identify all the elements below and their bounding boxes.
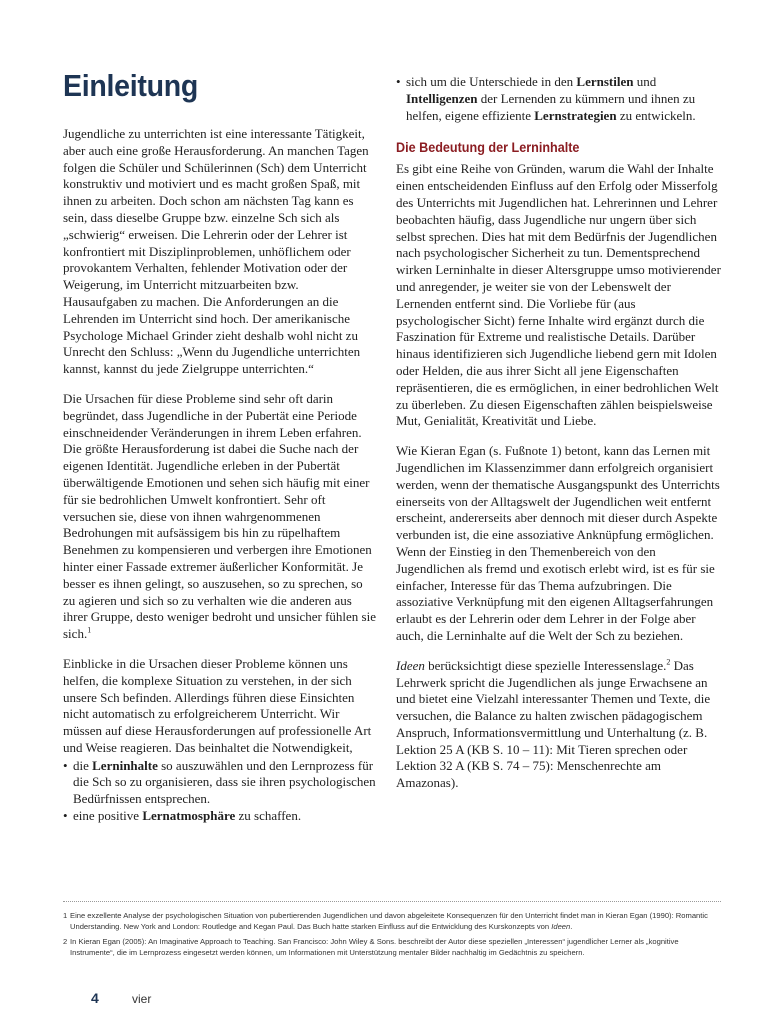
content-importance-paragraph: Es gibt eine Reihe von Gründen, warum die Wahl der Inhalte einen entscheidenden Einfluss auf den Erfolg oder Misserfolg des Unterrichts mit Jugendlichen hat. Lehrerinnen und Lehrer beobachten häufig, dass Jugendliche nur ungern über sich selbst sprechen. Dies hat mit dem Bedürfnis der Jugendlichen nach psychologischer Sicherheit zu tun. Dementsprechend wirken Lerninhalte in dieser Altersgruppe umso motivierender und anregender, je weiter sie von der Lebenswelt der Lernenden entfernt sind. Die Vorliebe für (aus psychologischer Sicht) ferne Inhalte wird ergänzt durch die Faszination für Extreme und realistische Details. Darüber hinaus identifizieren sich Jugendliche liebend gern mit Idolen oder Helden, die aus ihrer Sicht all jene Eigenschaften repräsentieren, die es ermöglichen, in einer bedrohlichen Welt zu überleben. Zu diesen Eigenschaften zählen beispielsweise Mut, Genialität, Kreativität und Liebe. <box>396 161 721 429</box>
page-title: Einleitung <box>63 68 199 103</box>
right-column <box>396 74 722 805</box>
footnote-text: . <box>570 922 573 931</box>
list-item <box>396 74 722 124</box>
footnote-ref-2[interactable]: 2 <box>666 657 671 667</box>
egan-paragraph: Wie Kieran Egan (s. Fußnote 1) betont, kann das Lernen mit Jugendlichen im Klassenzimmer dann erfolgreich organisiert werden, wenn der thematische Ausgangspunkt des Unterrichts einerseits von der Alltagswelt der Jugendlichen weit entfernt erscheint, andererseits aber dennoch mit dieser durch Aspekte verbunden ist, die eine assoziative Anknüpfung ermöglichen. Wenn der Einstieg in den Themenbereich von den Jugendlichen als fremd und exotisch erlebt wird, ist es für sie einfacher, Interesse für das Thema aufzubringen. Die assoziative Verknüpfung mit den eigenen Alltagserfahrungen erlaubt es der Lehrerin oder dem Lehrer in der Folge aber auch, die Lerninhalte auf die Welt der Sch zu beziehen. <box>396 443 720 643</box>
footnote-ref-1[interactable]: 1 <box>87 625 92 635</box>
ideen-title: Ideen <box>396 657 425 673</box>
footnote-italic: Ideen <box>551 922 571 931</box>
list-item <box>63 808 376 825</box>
footnote-2 <box>63 936 721 958</box>
ideen-text: Das Lehrwerk spricht die Jugendlichen als junge Erwachsene an und bietet eine Vielzahl interessanter Themen und Texte, die versuchen, die Balance zu halten zwischen pädagogischem Anspruch, Informationsvermittlung und Unterhaltung (z. B. Lektion 25 A (KB S. 10 – 11): Mit Tieren sprechen oder Lektion 32 A (KB S. 74 – 75): Menschenrechte am Amazonas). <box>396 657 711 791</box>
list-item-text: die <box>73 757 93 773</box>
left-column <box>63 68 376 837</box>
footnote-divider <box>63 901 721 902</box>
page-number-word: vier <box>132 992 152 1006</box>
causes-paragraph <box>63 391 376 643</box>
intro-paragraph: Jugendliche zu unterrichten ist eine interessante Tätigkeit, aber auch eine große Herausforderung. An manchen Tagen folgen die Schüler und Schülerinnen (Sch) dem Unterricht konstruktiv und motiviert und es macht großen Spaß, mit ihnen zu arbeiten. Doch schon am nächsten Tag kann es sein, dass dieselbe Gruppe bzw. einzelne Sch sich als „schwierig“ erweisen. Die Lehrerin oder der Lehrer ist konfrontiert mit Disziplinproblemen, unhöflichem oder provokantem Verhalten, fehlender Motivation oder der Weigerung, im Unterricht mitzuarbeiten bzw. Hausaufgaben zu machen. Die Anforderungen an die Lehrenden im Unterricht sind hoch. Der amerikanische Psychologe Michael Grinder zieht deshalb wohl nicht zu Unrecht den Schluss: „Wenn du Jugendliche unterrichten kannst, kannst du jede Zielgruppe unterrichten.“ <box>63 126 369 377</box>
footnote-number: 2 <box>63 937 68 946</box>
footnote-text: In Kieran Egan (2005): An Imaginative Approach to Teaching. San Francisco: John Wiley & Sons. beschreibt der Autor diese speziellen „Interessen“ jugendlicher Lerner als „kognitive Instrumente“, die im Lernprozess eingesetzt werden können, um Informationen mit Unterstützung mentaler Bilder nachhaltig im Gedächtnis zu speichern. <box>70 937 679 957</box>
footnote-1 <box>63 910 721 932</box>
list-item-text: und <box>633 74 657 89</box>
keyword-lerninhalte: Lerninhalte <box>92 757 158 773</box>
keyword-lernatmosphaere: Lernatmosphäre <box>142 808 236 824</box>
keyword-lernstrategien: Lernstrategien <box>534 107 617 123</box>
list-item-text: der Lernenden zu kümmern und ihnen zu helfen, eigene effiziente <box>406 90 696 123</box>
footnote-text: Eine exzellente Analyse der psychologischen Situation von pubertierenden Jugendlichen und davon abgeleitete Konsequenzen für den Unterricht findet man in Kieran Egan (1990): Romantic Understanding. New York and London: Routledge and Kegan Paul. Das Buch hatte starken Einfluss auf die Entwicklung des Kurskonzepts von <box>70 911 708 931</box>
list-item-text: zu schaffen. <box>235 808 302 824</box>
keyword-lernstilen: Lernstilen <box>576 74 634 89</box>
needs-list <box>63 758 376 825</box>
footnote-number: 1 <box>63 911 68 920</box>
list-item-text: so auszuwählen und den Lernprozess für die Sch so zu organisieren, dass sie ihren psychologischen Bedürfnissen entsprechen. <box>73 757 376 807</box>
list-item-text: zu entwickeln. <box>616 107 696 123</box>
list-item-text: sich um die Unterschiede in den <box>406 74 577 89</box>
list-item <box>63 758 376 808</box>
causes-text: Die Ursachen für diese Probleme sind sehr oft darin begründet, dass Jugendliche in der Pubertät eine Periode einschneidender Veränderungen in ihrem Leben erfahren. Die größte Herausforderung ist dabei die Suche nach der eigenen Identität. Jugendliche erleben in der Pubertät überwältigende Emotionen und sehen sich häufig mit einer für sie bedrohlichen Umwelt konfrontiert. Sehr oft versuchen sie, diese von ihnen wahrgenommenen Bedrohungen mit aufsässigem bis hin zu rüpelhaftem Benehmen zu kompensieren und verbergen ihre Emotionen hinter einer Fassade extremer äußerlicher Konformität. Je besser es ihnen gelingt, so auszusehen, so zu sprechen, so zu agieren und sich so zu verhalten wie die anderen aus ihrer Gruppe, desto weniger bedroht und unsicher fühlen sie sich. <box>63 390 376 642</box>
ideen-paragraph <box>396 658 722 792</box>
keyword-intelligenzen: Intelligenzen <box>406 90 478 106</box>
insights-paragraph: Einblicke in die Ursachen dieser Probleme können uns helfen, die komplexe Situation zu verstehen, in der sich unsere Sch befinden. Allerdings führen diese Einsichten nicht automatisch zu erfolgreicherem Unterricht. Wir müssen auf diese Herausforderungen auf professionelle Art und Weise reagieren. Das beinhaltet die Notwendigkeit, <box>63 655 372 755</box>
ideen-text: berücksichtigt diese spezielle Interessenslage. <box>424 657 667 673</box>
needs-list-continued <box>396 74 722 124</box>
footnotes <box>63 910 721 962</box>
list-item-text: eine positive <box>73 808 143 824</box>
section-heading: Die Bedeutung der Lerninhalte <box>396 139 580 156</box>
page-number: 4 <box>91 990 99 1006</box>
